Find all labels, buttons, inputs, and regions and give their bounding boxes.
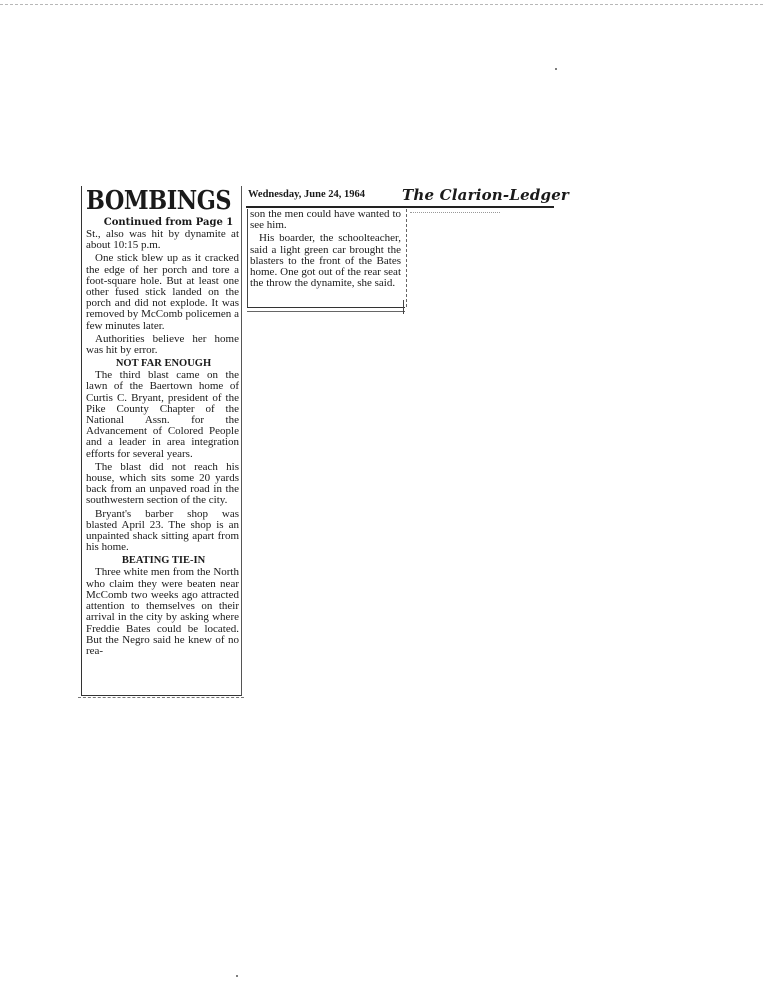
- article-column-1: [81, 186, 242, 696]
- article-paragraph: The third blast came on the lawn of the Baertown home of Curtis C. Bryant, president of the Pike County Chapter of the National Assn. for the Advancement of Colored People and a leader in area integration efforts for several years.: [86, 369, 239, 460]
- column-2-bottom-rule: [247, 307, 405, 308]
- header-rule-dots: [410, 212, 500, 213]
- article-paragraph: Authorities believe her home was hit by error.: [86, 332, 239, 357]
- column-1-bottom-rule: [78, 697, 244, 698]
- column-2-bottom-rule: [247, 311, 405, 312]
- article-headline: BOMBINGS: [86, 186, 232, 216]
- scan-top-edge: [0, 4, 763, 5]
- article-paragraph: Three white men from the North who claim they were beaten near McComb two weeks ago attracted attention to themselves on their arrival in the city by asking where Freddie Bates could be located. But the Negro said he knew of no rea-: [86, 566, 239, 657]
- article-paragraph: His boarder, the schoolteacher, said a light green car brought the blasters to the front of the Bates home. One got out of the rear seat the throw the dynamite, she said.: [250, 232, 401, 290]
- article-column-2: [247, 209, 407, 307]
- scan-speck: [555, 68, 557, 70]
- column-2-edge-tick: [403, 300, 404, 314]
- article-subhead: NOT FAR ENOUGH: [115, 358, 212, 370]
- scan-speck: [236, 975, 238, 977]
- issue-date: Wednesday, June 24, 1964: [248, 189, 365, 200]
- article-paragraph: son the men could have wanted to see him.: [250, 208, 401, 232]
- continued-from-label: Continued from Page 1: [103, 217, 234, 228]
- article-paragraph: St., also was hit by dynamite at about 10:15 p.m.: [86, 228, 239, 252]
- article-paragraph: The blast did not reach his house, which sits some 20 yards back from an unpaved road in the southwestern section of the city.: [86, 460, 239, 507]
- article-subhead: BEATING TIE-IN: [121, 555, 206, 567]
- article-paragraph: One stick blew up as it cracked the edge of her porch and tore a foot-square hole. But at least one other fused stick landed on the porch and did not explode. It was removed by McComb policemen a few minutes later.: [86, 252, 239, 332]
- article-paragraph: Bryant's barber shop was blasted April 23. The shop is an unpainted shack sitting apart from his home.: [86, 507, 239, 554]
- newspaper-masthead: The Clarion-Ledger: [402, 186, 570, 204]
